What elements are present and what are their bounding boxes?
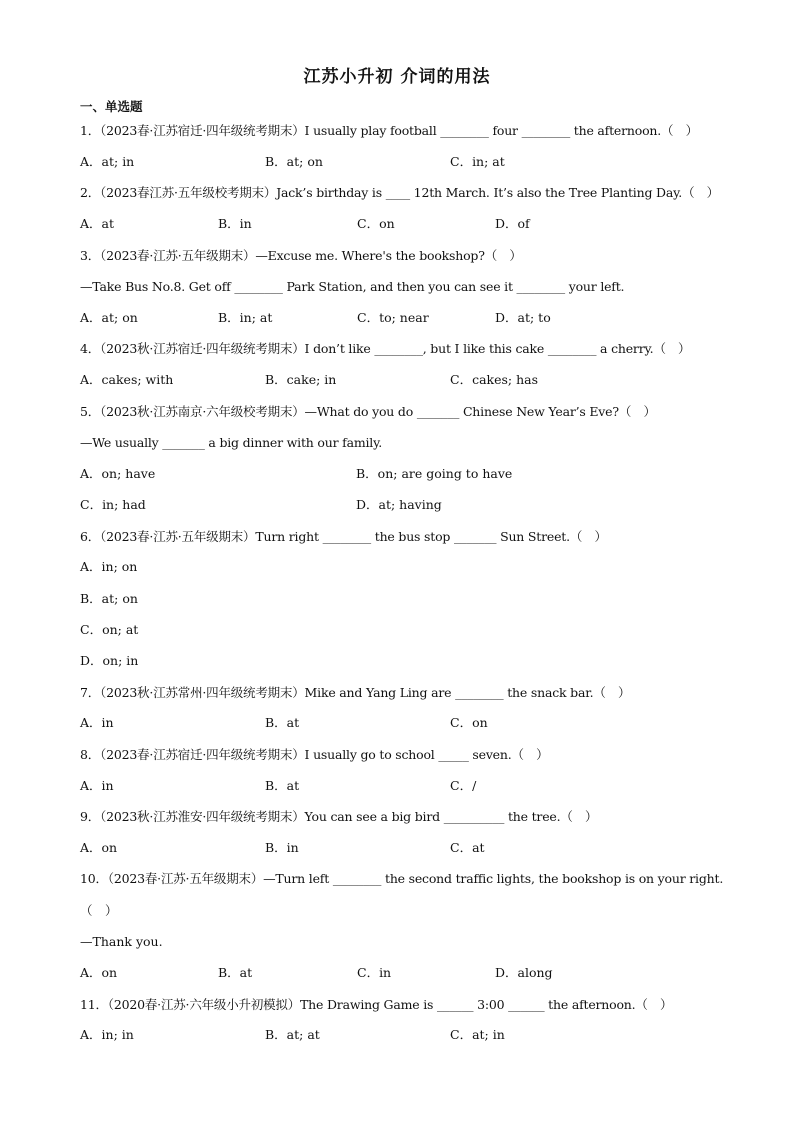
option-a[interactable]: A．at; in	[80, 154, 135, 169]
option-b[interactable]: B．at; on	[265, 154, 323, 169]
question-5-options-row-2	[80, 497, 760, 513]
question-3-options	[80, 310, 760, 326]
question-11-options	[80, 1027, 760, 1043]
option-b[interactable]: B．at	[218, 965, 253, 980]
option-d[interactable]: D．of	[495, 216, 530, 231]
page-title: 江苏小升初 介词的用法	[303, 67, 491, 87]
option-b[interactable]: B．at	[265, 778, 300, 793]
question-8-stem: 8．（2023春·江苏宿迁·四年级统考期末）I usually go to school _____ seven.（ ）	[80, 747, 549, 762]
question-11-stem: 11．（2020春·江苏·六年级小升初模拟）The Drawing Game is ______ 3:00 ______ the afternoon.（ ）	[80, 997, 673, 1012]
question-7-options	[80, 715, 760, 731]
question-4-options	[80, 372, 760, 388]
question-10-answer-bracket: （ ）	[80, 903, 118, 918]
question-2-options	[80, 216, 760, 232]
question-4-stem: 4．（2023秋·江苏宿迁·四年级统考期末）I don’t like ________, but I like this cake ________ a cherry.（ ）	[80, 341, 691, 356]
option-b[interactable]: B．at	[265, 715, 300, 730]
question-8-options	[80, 778, 760, 794]
option-a[interactable]: A．at	[80, 216, 115, 231]
question-3-stem: 3．（2023春·江苏·五年级期末）—Excuse me. Where's the bookshop?（ ）	[80, 248, 522, 263]
option-b[interactable]: B．at; at	[265, 1027, 320, 1042]
option-a[interactable]: A．in; on	[80, 559, 138, 574]
question-10-options	[80, 965, 760, 981]
option-b[interactable]: B．in	[265, 840, 299, 855]
option-a[interactable]: A．at; on	[80, 310, 138, 325]
option-a[interactable]: A．on	[80, 965, 118, 980]
option-a[interactable]: A．cakes; with	[80, 372, 174, 387]
option-d[interactable]: D．at; to	[495, 310, 551, 325]
question-10-stem-line-3: —Thank you.	[80, 934, 163, 949]
option-c[interactable]: C．on	[450, 715, 488, 730]
question-5-stem-line-2: —We usually _______ a big dinner with our family.	[80, 435, 383, 450]
option-a[interactable]: A．on; have	[80, 466, 156, 481]
question-10-stem: 10．（2023春·江苏·五年级期末）—Turn left ________ the second traffic lights, the bookshop is on your right.	[80, 871, 724, 886]
option-d[interactable]: D．at; having	[356, 497, 442, 512]
question-7-stem: 7．（2023秋·江苏常州·四年级统考期末）Mike and Yang Ling are ________ the snack bar.（ ）	[80, 685, 631, 700]
option-d[interactable]: D．along	[495, 965, 553, 980]
option-c[interactable]: C．in	[357, 965, 392, 980]
option-c[interactable]: C．in; had	[80, 497, 146, 512]
question-9-options	[80, 840, 760, 856]
question-9-stem: 9．（2023秋·江苏淮安·四年级统考期末）You can see a big bird __________ the tree.（ ）	[80, 809, 598, 824]
option-b[interactable]: B．on; are going to have	[356, 466, 513, 481]
question-6-stem: 6．（2023春·江苏·五年级期末）Turn right ________ the bus stop _______ Sun Street.（ ）	[80, 529, 607, 544]
option-a[interactable]: A．in	[80, 715, 114, 730]
option-b[interactable]: B．in	[218, 216, 252, 231]
question-5-options-row-1	[80, 466, 760, 482]
option-b[interactable]: B．cake; in	[265, 372, 337, 387]
question-5-stem: 5．（2023秋·江苏南京·六年级校考期末）—What do you do _______ Chinese New Year’s Eve?（ ）	[80, 404, 656, 419]
question-3-stem-line-2: —Take Bus No.8. Get off ________ Park Station, and then you can see it ________ your left.	[80, 279, 625, 294]
option-c[interactable]: C．/	[450, 778, 477, 793]
question-2-stem: 2．（2023春江苏·五年级校考期末）Jack’s birthday is ____ 12th March. It’s also the Tree Planting Day.（ ）	[80, 185, 719, 200]
option-c[interactable]: C．on; at	[80, 622, 139, 637]
option-a[interactable]: A．in	[80, 778, 114, 793]
option-c[interactable]: C．to; near	[357, 310, 429, 325]
section-heading: 一、单选题	[80, 99, 143, 114]
option-c[interactable]: C．at	[450, 840, 485, 855]
option-c[interactable]: C．on	[357, 216, 395, 231]
question-1-options	[80, 154, 760, 170]
option-a[interactable]: A．in; in	[80, 1027, 134, 1042]
option-c[interactable]: C．in; at	[450, 154, 505, 169]
option-a[interactable]: A．on	[80, 840, 118, 855]
option-c[interactable]: C．cakes; has	[450, 372, 539, 387]
option-b[interactable]: B．at; on	[80, 591, 138, 606]
question-1-stem: 1．（2023春·江苏宿迁·四年级统考期末）I usually play football ________ four ________ the afternoon.（ ）	[80, 123, 698, 138]
option-b[interactable]: B．in; at	[218, 310, 273, 325]
option-d[interactable]: D．on; in	[80, 653, 139, 668]
option-c[interactable]: C．at; in	[450, 1027, 505, 1042]
